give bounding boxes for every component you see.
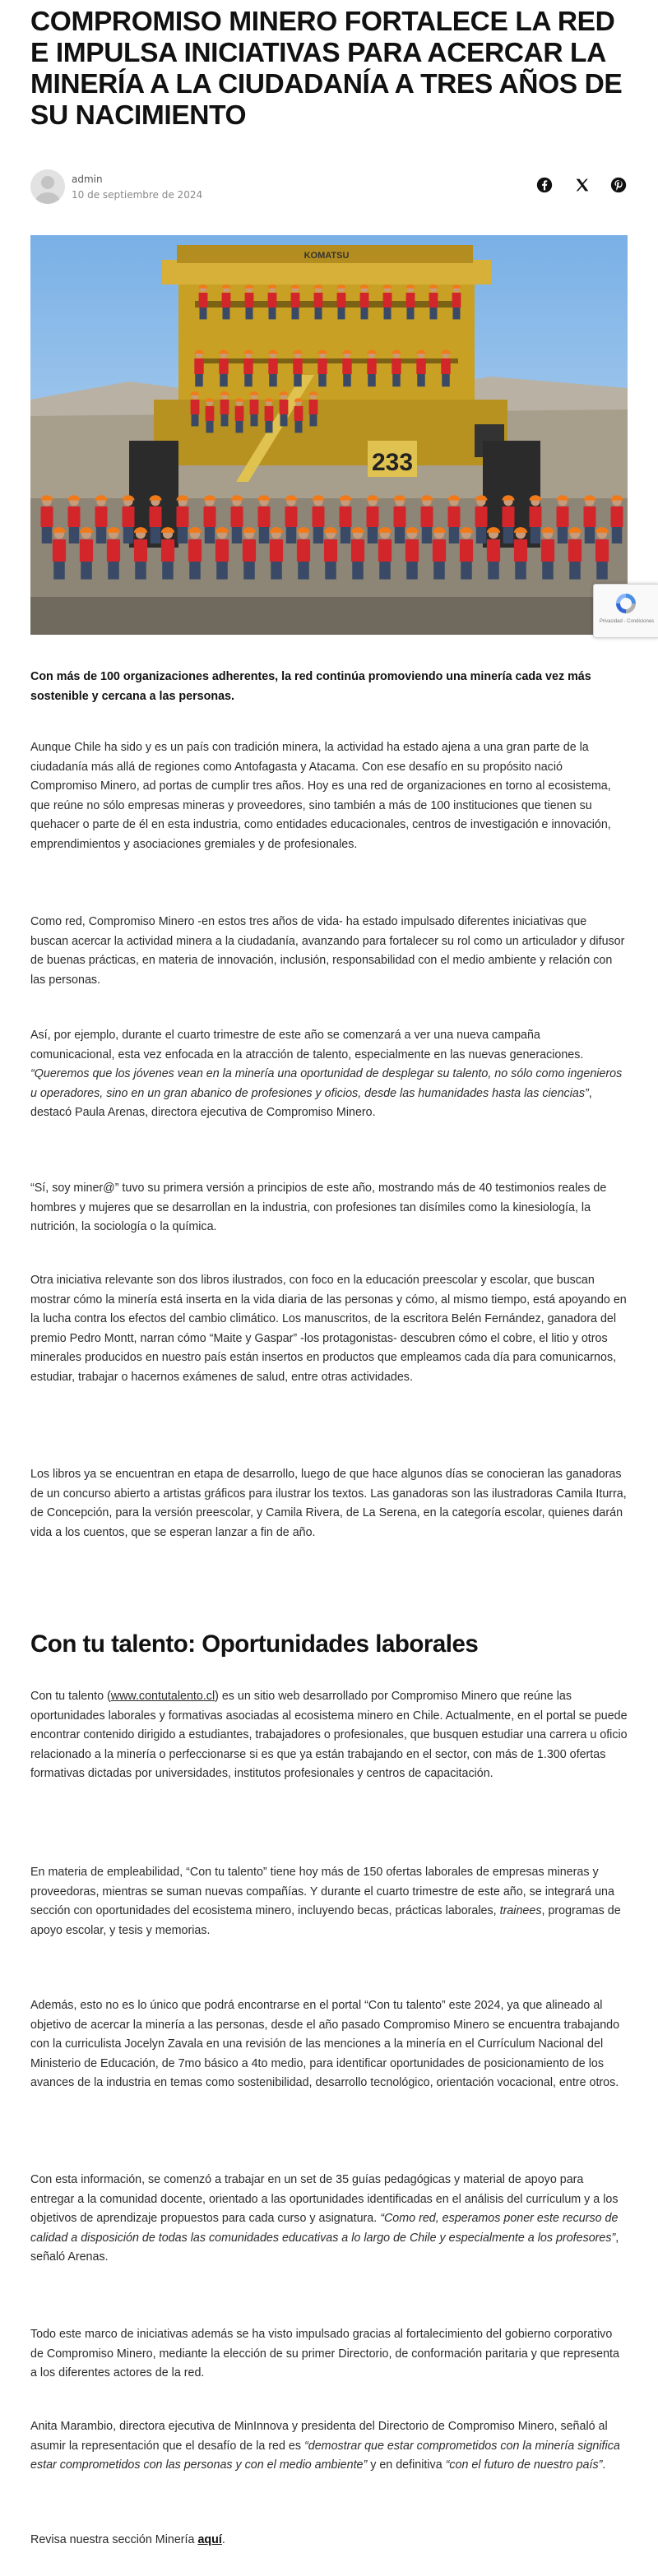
paragraph-3 [30,1026,628,1123]
paragraph-4: “Sí, soy miner@” tuvo su primera versión a principios de este año, mostrando más de 40 testimonios reales de hombres y mujeres que se desarrollan en la industria, con profesiones tan disímiles como la kinesiología, la nutrición, la sociología o la química. [30,1182,607,1234]
section-paragraph-4 [30,2171,628,2268]
pinterest-icon[interactable] [609,176,628,194]
truck-brand-label: KOMATSU [304,251,350,261]
s6-text-a: Anita Marambio, directora ejecutiva de MinInnova y presidenta del Directorio de Compromiso Minero, señaló al asumir la representación que el desafío de la red es [30,2420,608,2453]
s7-text-a: Revisa nuestra sección Minería [30,2533,198,2546]
x-icon[interactable] [573,176,591,194]
author-name[interactable]: admin [72,173,103,185]
hero-photo [30,235,628,635]
paragraph-3-quote: “Queremos que los jóvenes vean en la minería una oportunidad de desplegar su talento, no sólo como ingenieros u operadores, sino en un gran abanico de profesiones y oficios, desde las humanidades hasta las ciencias” [30,1067,623,1100]
s6-text-b: y en definitiva [367,2458,446,2472]
s2-text-a: En materia de empleabilidad, “Con tu talento” tiene hoy más de 150 ofertas laborales de empresas mineras y proveedoras, mientras se suman nuevas compañías. Y durante el cuarto trimestre de este año, se integrará una sección con oportunidades del ecosistema minero, incluyendo becas, prácticas laborales, [30,1866,614,1918]
s4-text-b: , señaló Arenas. [30,2231,619,2264]
lead-paragraph: Con más de 100 organizaciones adherentes, la red continúa promoviendo una minería cada vez más sostenible y cercana a las personas. [30,670,591,703]
s2-em: trainees [499,1904,542,1918]
paragraph-3-text: Así, por ejemplo, durante el cuarto trimestre de este año se comenzará a ver una nueva campaña comunicacional, esta vez enfocada en la atracción de talento, especialmente en las nuevas generaciones. [30,1029,584,1061]
paragraph-5: Otra iniciativa relevante son dos libros ilustrados, con foco en la educación preescolar y escolar, que buscan mostrar cómo la minería está inserta en la vida diaria de las personas y cómo, al mismo tiempo, está apoyando en la lucha contra los efectos del cambio climático. Los manuscritos, de la escritora Belén Fernández, ganadora del premio Pedro Montt, narran cómo “Maite y Gaspar” -los protagonistas- descubren cómo el cobre, el litio y otros minerales producidos en nuestro país están insertos en productos que empleamos cada día para comunicarnos, estudiar, trabajar o hacernos exámenes de salud, entre otras actividades. [30,1274,627,1384]
truck-number-label: 233 [371,449,414,476]
s1-text-b: ) es un sitio web desarrollado por Compromiso Minero que reúne las oportunidades laborales y formativas asociadas al ecosistema minero en Chile. Actualmente, en el portal se puede encontrar contenido dirigido a estudiantes, trabajadores o profesionales, que busquen estudiar una carrera u oficio relacionado a la minería o perfeccionarse si es que ya están trabajando en el sector, con más de 1.300 ofertas formativas dictadas por universidades, institutos profesionales y centros de capacitación. [30,1690,628,1781]
section-paragraph-3: Además, esto no es lo único que podrá encontrarse en el portal “Con tu talento” este 2024, ya que alineado al objetivo de acercar la minería a las personas, desde el año pasado Compromiso Minero se encuentra trabajando con la curriculista Jocelyn Zavala en una revisión de las menciones a la minería en el Currículum Nacional del Ministerio de Educación, de 7mo básico a 4to medio, para identificar oportunidades de posicionamiento de los avances de la industria en temas como sostenibilidad, desarrollo tecnológico, orientación vocacional, entre otros. [30,1999,620,2090]
section-paragraph-7 [30,2531,628,2551]
recaptcha-badge[interactable] [593,584,658,638]
s7-text-b: . [221,2533,225,2546]
section-paragraph-5: Todo este marco de iniciativas además se ha visto impulsado gracias al fortalecimiento del gobierno corporativo de Compromiso Minero, mediante la elección de su primer Directorio, de conformación paritaria y que representa a los diferentes actores de la red. [30,2328,619,2380]
s6-text-c: . [602,2458,606,2472]
mineria-section-link[interactable]: aquí [197,2533,222,2546]
section-paragraph-2 [30,1863,628,1940]
s2-text-b: , programas de apoyo escolar, y tesis y memorias. [30,1904,621,1937]
article-title: COMPROMISO MINERO FORTALECE LA RED E IMPULSA INICIATIVAS PARA ACERCAR LA MINERÍA A LA CIUDADANÍA A TRES AÑOS DE SU NACIMIENTO [30,7,623,131]
s6-quote: “demostrar que estar comprometidos con la minería significa estar comprometidos con las personas y con el medio ambiente” [30,2439,620,2472]
s6-quote-2: “con el futuro de nuestro país” [445,2458,603,2472]
s4-text-a: Con esta información, se comenzó a trabajar en un set de 35 guías pedagógicas y material de apoyo para entregar a la comunidad docente, orientado a las oportunidades identificadas en el análisis del currículum y a los objetivos de aprendizaje propuestos para cada curso y asignatura. [30,2173,619,2226]
section-heading: Con tu talento: Oportunidades laborales [30,1630,479,1658]
paragraph-6: Los libros ya se encuentran en etapa de desarrollo, luego de que hace algunos días se conocieran las ganadoras de un concurso abierto a artistas gráficos para ilustrar los textos. Las ganadoras son las ilustradoras Camila Iturra, de Concepción, para la versión preescolar, y Camila Rivera, de La Serena, en la categoría escolar, quienes darán vida a los cuentos, que se esperan lanzar a fin de año. [30,1468,627,1539]
paragraph-3-attribution: , destacó Paula Arenas, directora ejecutiva de Compromiso Minero. [30,1086,592,1120]
recaptcha-icon [614,591,638,616]
facebook-icon[interactable] [535,176,554,194]
author-meta [30,169,628,207]
s1-text-a: Con tu talento ( [30,1690,111,1703]
s4-quote: “Como red, esperamos poner este recurso de calidad a disposición de todas las comunidades educativas a lo largo de Chile y especialmente a los profesores” [30,2212,619,2245]
hero-image [30,235,628,635]
contutalento-link[interactable]: www.contutalento.cl [110,1690,215,1703]
publish-date: 10 de septiembre de 2024 [72,189,203,201]
recaptcha-text: Privacidad - Condiciones [599,619,655,624]
author-avatar[interactable] [30,169,65,204]
section-paragraph-1 [30,1687,628,1784]
paragraph-2: Como red, Compromiso Minero -en estos tres años de vida- ha estado impulsado diferentes iniciativas que buscan acercar la actividad minera a la ciudadanía, avanzando para fortalecer su rol como un articulador y difusor de buenas prácticas, en materia de innovación, inclusión, responsabilidad con el medio ambiente y relación con las personas. [30,915,625,987]
section-paragraph-6 [30,2417,628,2476]
paragraph-1: Aunque Chile ha sido y es un país con tradición minera, la actividad ha estado ajena a una gran parte de la ciudadanía más allá de regiones como Antofagasta y Atacama. Con ese desafío en su propósito nació Compromiso Minero, ad portas de cumplir tres años. Hoy es una red de organizaciones en torno al ecosistema, que reúne no sólo empresas mineras y proveedores, sino también a más de 100 instituciones que tienen su quehacer o parte de él en esta industria, como entidades educacionales, centros de investigación e innovación, emprendimientos y asociaciones gremiales y de profesionales. [30,741,611,851]
